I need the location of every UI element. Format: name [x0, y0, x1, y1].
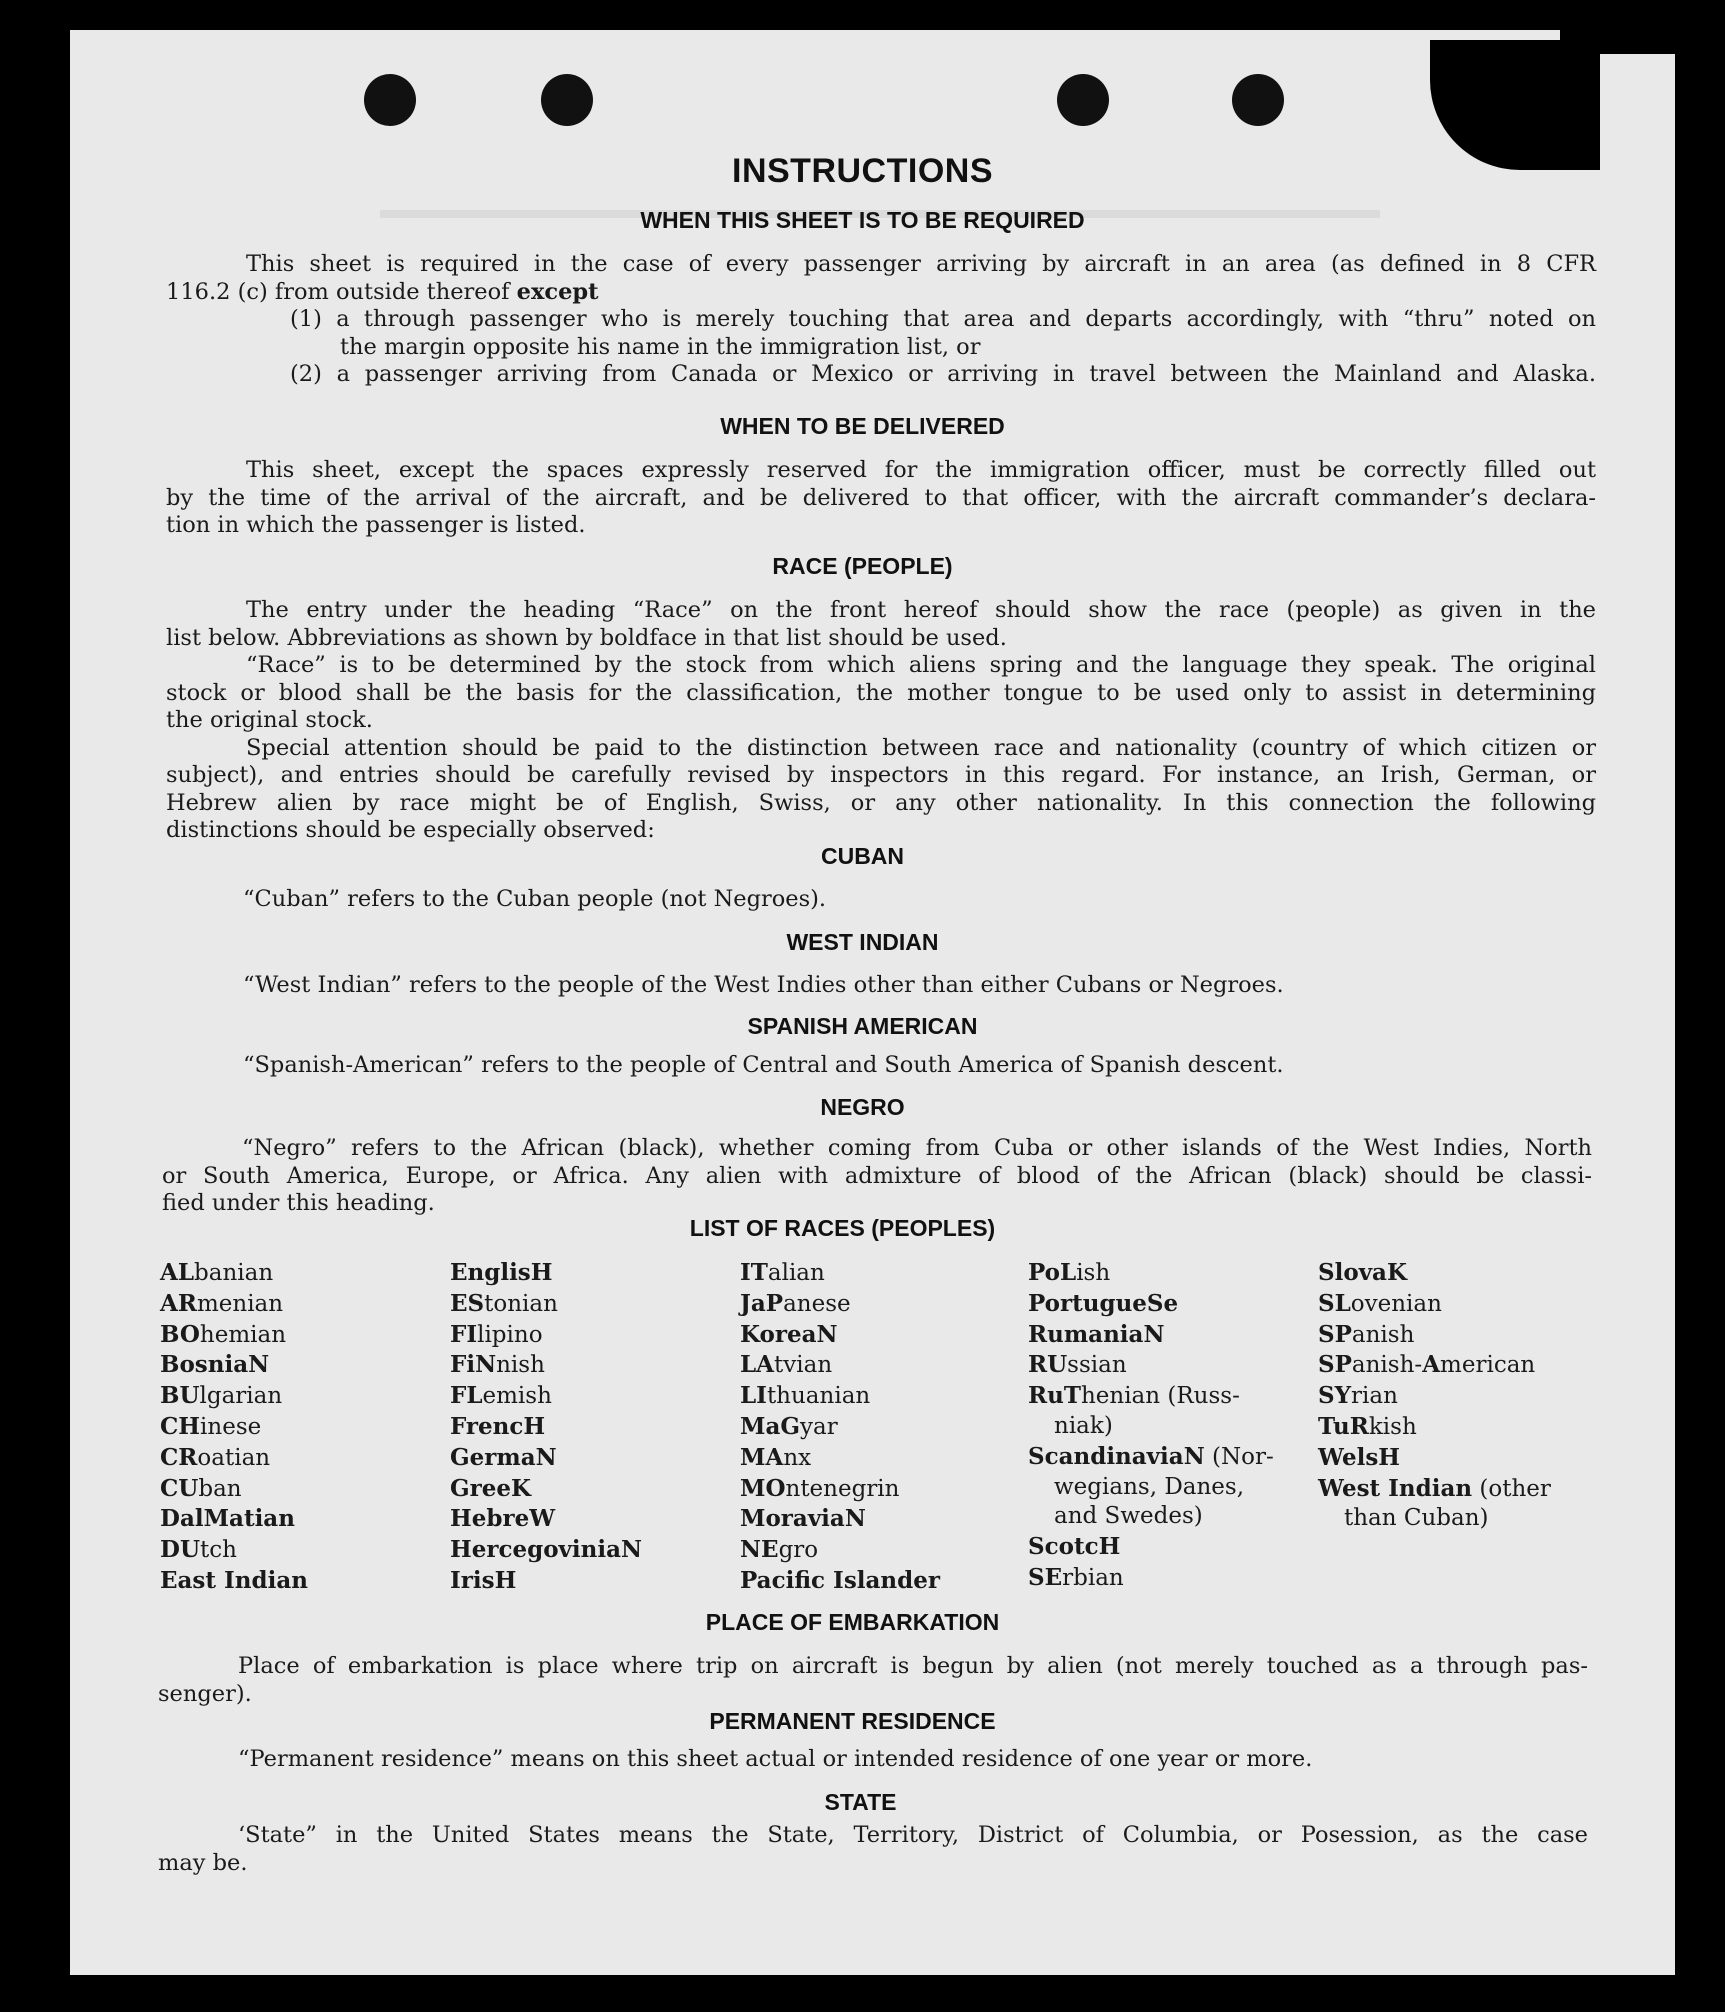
race-abbreviation: FL — [450, 1382, 483, 1410]
race-entry — [740, 1258, 940, 1289]
race-abbreviation: MO — [740, 1474, 786, 1502]
race-abbreviation: SE — [1028, 1563, 1063, 1591]
text-line: Place of embarkation is place where trip on aircraft is begun by alien (not merely touched as a through pas- — [238, 1653, 1588, 1679]
race-text: ish — [1076, 1260, 1111, 1286]
race-entry — [160, 1566, 308, 1597]
race-text: gro — [778, 1537, 819, 1564]
text-line: list below. Abbreviations as shown by boldface in that list should be used. — [166, 624, 1007, 651]
paragraph — [238, 1746, 1588, 1774]
race-abbreviation: ES — [450, 1289, 485, 1317]
section-heading: PERMANENT RESIDENCE — [709, 1708, 996, 1734]
race-abbreviation: DU — [160, 1536, 201, 1564]
text-line: 116.2 (c) from outside thereof except — [166, 278, 599, 305]
text-line: fied under this heading. — [162, 1190, 435, 1216]
race-entry — [1318, 1443, 1551, 1474]
race-text: lipino — [477, 1321, 543, 1348]
text-line: Special attention should be paid to the distinction between race and nationality (country of which citizen or — [246, 734, 1596, 761]
section-heading: STATE — [824, 1789, 897, 1815]
race-abbreviation: PoL — [1028, 1259, 1077, 1286]
race-entry — [1318, 1320, 1551, 1351]
race-entry — [740, 1320, 940, 1351]
race-abbreviation: AL — [160, 1259, 195, 1286]
race-text: ban — [198, 1475, 242, 1502]
race-text: ssian — [1067, 1352, 1127, 1379]
punch-hole — [541, 74, 593, 126]
race-list-column — [450, 1258, 642, 1597]
race-entry — [1318, 1289, 1551, 1320]
race-abbreviation: IrisH — [450, 1566, 517, 1594]
race-entry — [740, 1381, 940, 1412]
race-text: rbian — [1062, 1564, 1124, 1591]
race-text: ovenian — [1350, 1290, 1442, 1317]
text-line: subject), and entries should be carefully revised by inspectors in this regard. For instance, an Irish, German, or — [166, 762, 1596, 788]
race-list-column — [740, 1258, 940, 1597]
section-heading: LIST OF RACES (PEOPLES) — [689, 1215, 996, 1241]
race-text: henian (Russ- — [1080, 1383, 1240, 1410]
race-text: wegians, Danes, — [1054, 1473, 1245, 1500]
race-text: inese — [200, 1413, 262, 1440]
text-line: (2) a passenger arriving from Canada or Mexico or arriving in travel between the Mainland and Alaska. — [290, 361, 1596, 387]
text-line: “Race” is to be determined by the stock from which aliens spring and the language they speak. The original — [246, 652, 1596, 678]
race-abbreviation: BO — [160, 1320, 200, 1348]
text-line: (1) a through passenger who is merely touching that area and departs accordingly, with “thru” noted on — [290, 306, 1596, 332]
race-text: anish- — [1351, 1352, 1423, 1379]
race-abbreviation: SL — [1318, 1289, 1351, 1317]
punch-hole — [364, 74, 416, 126]
race-entry — [740, 1474, 940, 1505]
race-entry — [450, 1381, 642, 1412]
race-entry — [740, 1566, 940, 1597]
text-line: the original stock. — [166, 707, 373, 733]
section-heading: CUBAN — [820, 843, 905, 869]
race-abbreviation: RumaniaN — [1028, 1320, 1165, 1348]
race-text: and Swedes) — [1054, 1503, 1203, 1530]
race-abbreviation: HebreW — [450, 1505, 556, 1533]
emphasis: except — [516, 278, 599, 305]
race-abbreviation: AR — [160, 1289, 197, 1317]
race-text: yar — [800, 1413, 838, 1440]
race-text: oatian — [197, 1444, 271, 1471]
race-entry — [740, 1412, 940, 1443]
race-entry — [1318, 1412, 1551, 1443]
race-entry — [160, 1381, 308, 1412]
race-entry — [1318, 1381, 1551, 1412]
race-abbreviation: BU — [160, 1382, 200, 1410]
race-abbreviation: GreeK — [450, 1474, 532, 1502]
race-entry — [450, 1350, 642, 1381]
race-abbreviation: MoraviaN — [740, 1505, 866, 1533]
race-text: nish — [496, 1352, 545, 1379]
race-abbreviation: CH — [160, 1412, 201, 1440]
race-text: niak) — [1054, 1412, 1113, 1439]
race-entry — [450, 1443, 642, 1474]
race-abbreviation: CU — [160, 1474, 199, 1502]
race-text: tch — [200, 1537, 237, 1564]
race-abbreviation: A — [1422, 1351, 1441, 1379]
race-abbreviation: N — [248, 1351, 270, 1379]
race-entry — [1028, 1258, 1274, 1289]
list-item — [290, 306, 1596, 389]
race-text: thuanian — [766, 1383, 871, 1410]
race-abbreviation: RU — [1028, 1351, 1068, 1379]
race-entry — [160, 1504, 308, 1535]
race-text: merican — [1440, 1352, 1536, 1379]
paragraph — [166, 251, 1596, 306]
race-text: nx — [783, 1444, 812, 1471]
race-abbreviation: SY — [1318, 1382, 1352, 1410]
punch-hole — [1057, 74, 1109, 126]
race-text: emish — [482, 1383, 552, 1410]
race-entry — [740, 1535, 940, 1566]
text-line: This sheet is required in the case of every passenger arriving by aircraft in an area (as defined in 8 CFR — [246, 251, 1596, 277]
paragraph — [166, 597, 1596, 845]
race-abbreviation: LI — [740, 1382, 767, 1410]
text-line: This sheet, except the spaces expressly reserved for the immigration officer, must be correctly filled out — [246, 457, 1596, 483]
race-abbreviation: KoreaN — [740, 1320, 838, 1348]
race-entry — [450, 1412, 642, 1443]
race-text: lgarian — [199, 1383, 283, 1410]
race-abbreviation: IT — [740, 1259, 768, 1286]
race-entry — [160, 1443, 308, 1474]
punch-hole — [1232, 74, 1284, 126]
race-abbreviation: East Indian — [160, 1566, 308, 1594]
text-line: the margin opposite his name in the immigration list, or — [340, 333, 981, 360]
race-abbreviation: LA — [740, 1351, 775, 1379]
race-entry — [1318, 1350, 1551, 1381]
race-abbreviation: EnglisH — [450, 1259, 553, 1286]
race-entry — [1028, 1473, 1274, 1503]
race-text: kish — [1368, 1413, 1417, 1440]
race-entry — [450, 1474, 642, 1505]
race-abbreviation: West Indian — [1318, 1474, 1473, 1502]
text-line: Hebrew alien by race might be of English, Swiss, or any other nationality. In this connection the following — [166, 789, 1596, 816]
text-line: tion in which the passenger is listed. — [166, 512, 586, 538]
race-text: ntenegrin — [785, 1475, 900, 1502]
text-line: “West Indian” refers to the people of the West Indies other than either Cubans or Negroes. — [243, 972, 1284, 998]
section-heading: WHEN THIS SHEET IS TO BE REQUIRED — [640, 207, 1085, 233]
race-entry — [160, 1320, 308, 1351]
race-abbreviation: SlovaK — [1318, 1259, 1407, 1286]
race-entry — [740, 1504, 940, 1535]
torn-corner — [1560, 24, 1680, 54]
race-abbreviation: ScotcH — [1028, 1533, 1121, 1561]
race-abbreviation: WelsH — [1318, 1443, 1401, 1471]
race-abbreviation: HercegoviniaN — [450, 1536, 643, 1564]
race-text: tonian — [484, 1290, 558, 1317]
race-entry — [450, 1258, 642, 1289]
race-entry — [160, 1535, 308, 1566]
race-entry — [1028, 1412, 1274, 1442]
race-abbreviation: GermaN — [450, 1443, 557, 1471]
paragraph — [158, 1822, 1588, 1877]
text-line: “Cuban” refers to the Cuban people (not Negroes). — [243, 886, 827, 912]
race-text: (Nor- — [1204, 1443, 1274, 1470]
race-abbreviation: MA — [740, 1443, 784, 1471]
race-abbreviation: ScandinaviaN — [1028, 1442, 1205, 1470]
race-entry — [1028, 1350, 1274, 1381]
race-list-column — [1318, 1258, 1551, 1534]
race-abbreviation: PortugueSe — [1028, 1289, 1179, 1317]
race-entry — [1028, 1289, 1274, 1320]
page-title: INSTRUCTIONS — [732, 152, 993, 190]
race-abbreviation: N — [475, 1351, 497, 1379]
race-entry — [450, 1504, 642, 1535]
race-abbreviation: CR — [160, 1443, 198, 1471]
paragraph — [162, 1135, 1592, 1218]
paragraph — [243, 886, 1593, 914]
race-entry — [450, 1535, 642, 1566]
text-line: The entry under the heading “Race” on the front hereof should show the race (people) as given in the — [246, 597, 1596, 623]
text-line: by the time of the arrival of the aircraft, and be delivered to that officer, with the aircraft commander’s declara- — [166, 484, 1596, 511]
race-text: banian — [194, 1260, 274, 1286]
race-entry — [740, 1350, 940, 1381]
race-abbreviation: FrencH — [450, 1412, 546, 1440]
race-text: (other — [1472, 1475, 1551, 1502]
race-abbreviation: RuT — [1028, 1382, 1081, 1410]
section-heading: NEGRO — [820, 1094, 905, 1120]
race-entry — [1318, 1474, 1551, 1505]
race-abbreviation: JaP — [740, 1289, 784, 1317]
race-entry — [1028, 1320, 1274, 1351]
race-entry — [1028, 1502, 1274, 1532]
race-entry — [450, 1566, 642, 1597]
race-entry — [740, 1289, 940, 1320]
race-entry — [1028, 1442, 1274, 1473]
text-line: “Permanent residence” means on this sheet actual or intended residence of one year or more. — [238, 1746, 1313, 1772]
section-heading: PLACE OF EMBARKATION — [705, 1609, 1000, 1635]
race-entry — [1318, 1258, 1551, 1289]
race-abbreviation: MaG — [740, 1412, 801, 1440]
race-text: hemian — [199, 1321, 287, 1348]
race-abbreviation: NE — [740, 1536, 779, 1564]
race-abbreviation: DalMatian — [160, 1505, 295, 1533]
section-heading: WHEN TO BE DELIVERED — [720, 413, 1005, 439]
paragraph — [243, 972, 1593, 1000]
race-abbreviation: TuR — [1318, 1412, 1369, 1440]
race-entry — [1028, 1532, 1274, 1563]
text-line: or South America, Europe, or Africa. Any alien with admixture of blood of the African (black) should be classi- — [162, 1162, 1592, 1189]
race-entry — [1028, 1563, 1274, 1594]
text-line: distinctions should be especially observed: — [166, 817, 655, 843]
race-entry — [160, 1289, 308, 1320]
race-abbreviation: SP — [1318, 1351, 1352, 1379]
race-entry — [450, 1289, 642, 1320]
race-abbreviation: FI — [450, 1320, 478, 1348]
paragraph — [243, 1052, 1593, 1080]
paragraph — [158, 1653, 1588, 1708]
race-entry — [160, 1412, 308, 1443]
text-line: senger). — [158, 1680, 252, 1707]
race-abbreviation: Pacific Islander — [740, 1566, 940, 1594]
race-abbreviation: Fi — [450, 1351, 476, 1379]
section-heading: RACE (PEOPLE) — [772, 553, 953, 579]
section-heading: WEST INDIAN — [786, 929, 939, 955]
section-heading: SPANISH AMERICAN — [747, 1013, 978, 1039]
race-entry — [160, 1474, 308, 1505]
text-line: ‘State” in the United States means the State, Territory, District of Columbia, or Posession, as the case — [238, 1822, 1588, 1848]
race-text: tvian — [774, 1352, 833, 1379]
text-line: “Negro” refers to the African (black), whether coming from Cuba or other islands of the West Indies, North — [242, 1135, 1592, 1161]
race-list-column — [1028, 1258, 1274, 1594]
race-entry — [450, 1320, 642, 1351]
race-text: alian — [767, 1260, 825, 1286]
text-line: stock or blood shall be the basis for the classification, the mother tongue to be used only to assist in determining — [166, 679, 1596, 706]
paragraph — [166, 457, 1596, 540]
race-entry — [160, 1350, 308, 1381]
race-abbreviation: Bosnia — [160, 1351, 249, 1379]
race-text: anese — [783, 1290, 851, 1317]
race-entry — [1318, 1504, 1551, 1534]
race-text: menian — [196, 1290, 284, 1317]
race-entry — [160, 1258, 308, 1289]
race-list-column — [160, 1258, 308, 1597]
race-entry — [740, 1443, 940, 1474]
race-text: rian — [1351, 1383, 1398, 1410]
race-text: than Cuban) — [1344, 1505, 1489, 1532]
text-line: may be. — [158, 1849, 248, 1876]
race-abbreviation: SP — [1318, 1320, 1352, 1348]
race-entry — [1028, 1381, 1274, 1412]
text-line: “Spanish-American” refers to the people of Central and South America of Spanish descent. — [243, 1052, 1284, 1078]
race-text: anish — [1351, 1321, 1415, 1348]
